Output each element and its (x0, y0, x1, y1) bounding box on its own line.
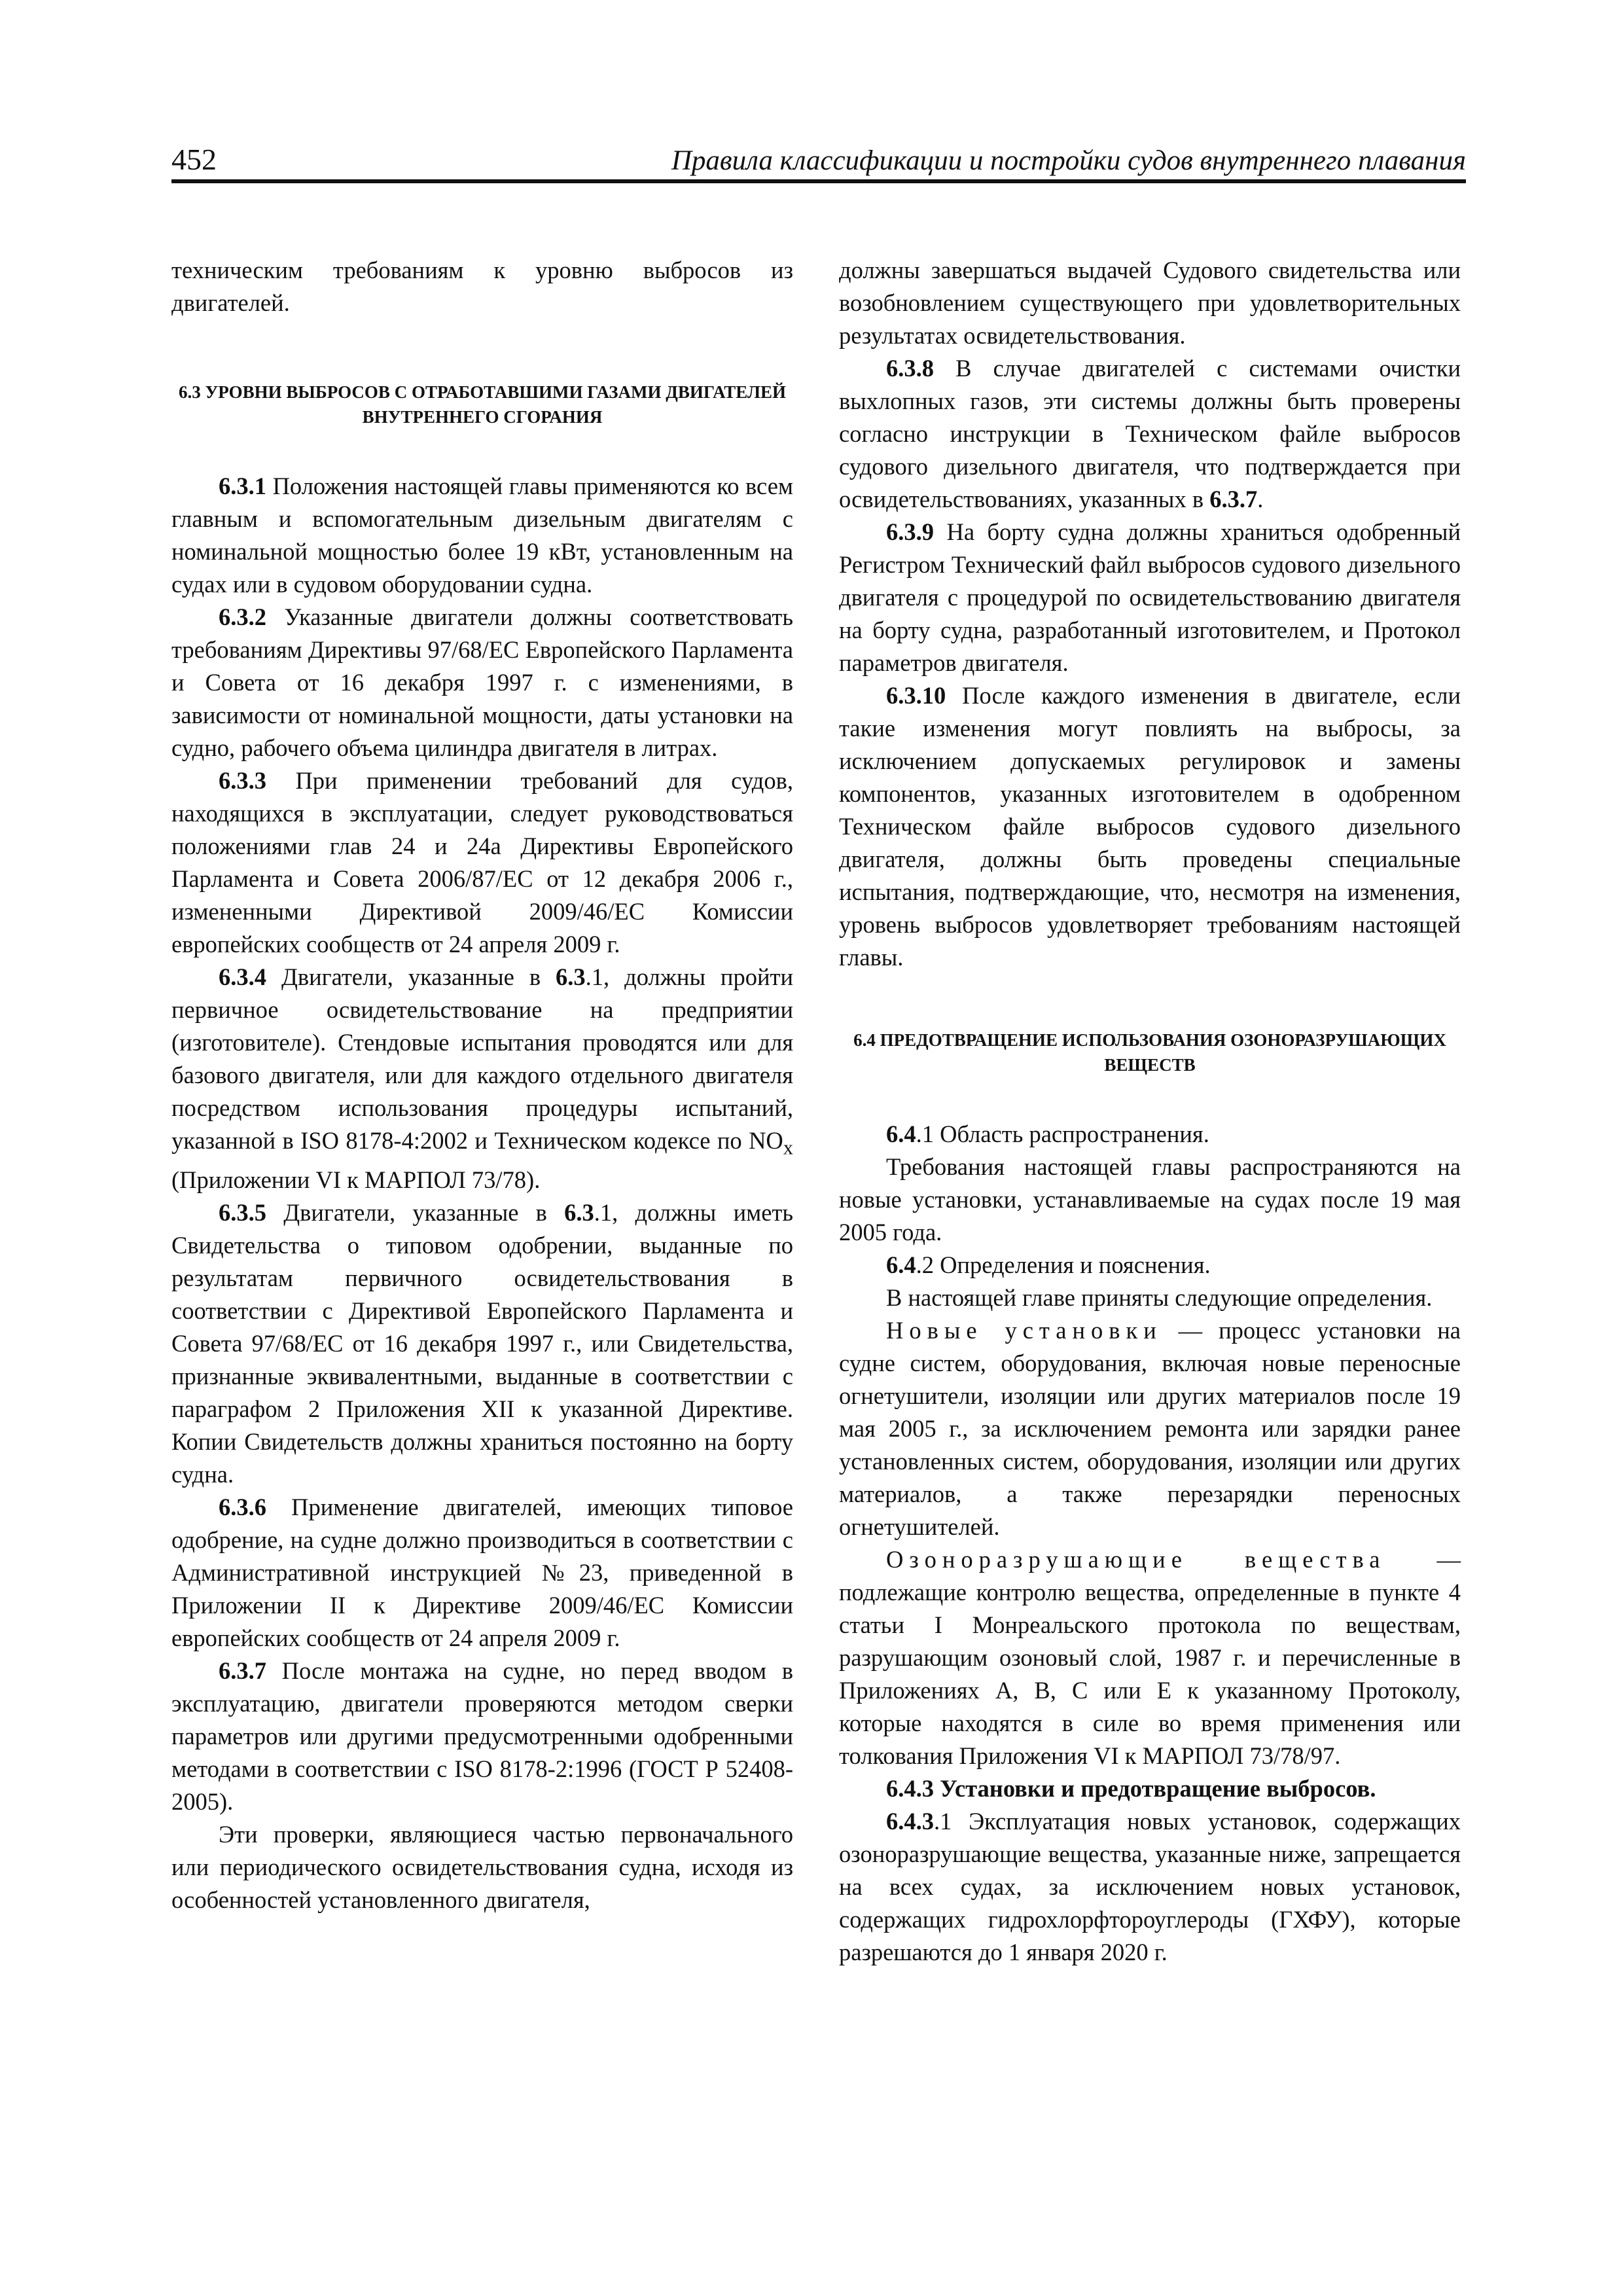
clause-text: В случае двигателей с системами очистки выхлопных газов, эти системы должны быть проверены согласно инструкции в Техническом файле выбросов судового дизельного двигателя, что подтверждается при освидетельствованиях, указанных в (839, 355, 1461, 512)
paragraph-6-4-3-1 (839, 1805, 1461, 1969)
clause-text: На борту судна должны храниться одобренный Регистром Технический файл выбросов судового дизельного двигателя с процедурой по освидетельствованию двигателя на борту судна, разработанный изготовителем, и Протокол параметров двигателя. (839, 518, 1461, 676)
clause-number: 6.3.7 (219, 1657, 266, 1685)
paragraph-6-3-7-checks: Эти проверки, являющиеся частью первоначального или периодического освидетельствования судна, исходя из особенностей установленного двигателя, (171, 1821, 793, 1914)
paragraph-continued: должны завершаться выдачей Судового свидетельства или возобновлением существующего при удовлетворительных результатах освидетельствования. (839, 257, 1461, 349)
clause-number: 6.3.8 (886, 355, 934, 382)
clause-number: 6.3.5 (219, 1199, 266, 1227)
clause-text: Применение двигателей, имеющих типовое одобрение, на судне должно производиться в соответствии с Административной инструкцией №23, приведенной в Приложении II к Директиве 2009/46/ЕС Комиссии европейских сообществ от 24 апреля 2009 г. (171, 1494, 793, 1652)
clause-text: (Приложении VI к МАРПОЛ 73/78). (171, 1166, 541, 1194)
paragraph-6-3-8 (839, 352, 1461, 516)
paragraph-6-3-3 (171, 764, 793, 961)
paragraph-6-3-2 (171, 601, 793, 764)
section-heading-6-4: 6.4 ПРЕДОТВРАЩЕНИЕ ИСПОЛЬЗОВАНИЯ ОЗОНОРАЗРУШАЮЩИХ ВЕЩЕСТВ (853, 1030, 1446, 1075)
paragraph-6-3-6 (171, 1491, 793, 1655)
clause-text: .1, должны иметь Свидетельства о типовом одобрении, выданные по результатам первичного освидетельствования в соответствии с Директивой Европейского Парламента и Совета 97/68/ЕС от 16 декабря 1997 г., или Свидетельства, признанные эквивалентными, выданные в соответствии с параграфом 2 Приложения XII к указанной Директиве. Копии Свидетельств должны храниться постоянно на борту судна. (171, 1199, 793, 1488)
clause-text: После каждого изменения в двигателе, если такие изменения могут повлиять на выбросы, за исключением допускаемых регулировок и замены компонентов, указанных изготовителем в одобренном Техническом файле выбросов судового дизельного двигателя, должны быть проведены специальные испытания, подтверждающие, что, несмотря на изменения, уровень выбросов удовлетворяет требованиям настоящей главы. (839, 682, 1461, 971)
paragraph-6-4-2-body: В настоящей главе приняты следующие определения. (886, 1284, 1433, 1311)
paragraph-6-4-1-body: Требования настоящей главы распространяются на новые установки, устанавливаемые на судах после 19 мая 2005 года. (839, 1153, 1461, 1246)
right-column (839, 254, 1461, 1969)
paragraph-6-3-5 (171, 1196, 793, 1491)
subscript-x: x (783, 1136, 793, 1159)
paragraph-6-3-9 (839, 516, 1461, 679)
definition-new-installations (839, 1314, 1461, 1543)
clause-number: 6.3.9 (886, 518, 934, 545)
left-column (171, 254, 793, 1916)
clause-number: 6.4.3 (886, 1808, 934, 1835)
clause-text: После монтажа на судне, но перед вводом в эксплуатацию, двигатели проверяются методом сверки параметров или другими предусмотренными одобренными методами в соответствии с ISO 8178-2:1996 (ГОСТ Р 52408-2005). (171, 1657, 793, 1816)
clause-text: Положения настоящей главы применяются ко всем главным и вспомогательным дизельным двигателям с номинальной мощностью более 19 кВт, установленным на судах или в судовом оборудовании судна. (171, 473, 793, 598)
clause-number: 6.4 (886, 1121, 916, 1147)
clause-text: Указанные двигатели должны соответствовать требованиям Директивы 97/68/ЕС Европейского Парламента и Совета от 16 декабря 1997 г. с изменениями, в зависимости от номинальной мощности, даты установки на судно, рабочего объема цилиндра двигателя в литрах. (171, 603, 793, 761)
paragraph-6-4-3 (839, 1772, 1461, 1805)
clause-number: 6.4 (886, 1251, 916, 1278)
running-title: Правила классификации и постройки судов внутреннего плавания (671, 145, 1466, 176)
paragraph-continued: техническим требованиям к уровню выбросов из двигателей. (171, 257, 793, 316)
definition-text: — процесс установки на судне систем, оборудования, включая новые переносные огнетушители, изоляции или других материалов после 19 мая 2005 г., за исключением ремонта или зарядки ранее установленных систем, оборудования, изоляции или других материалов, а также перезарядки переносных огнетушителей. (839, 1317, 1461, 1540)
clause-text: .1, должны пройти первичное освидетельствование на предприятии (изготовителе). Стендовые испытания проводятся или для базового двигателя, или для каждого отдельного двигателя посредством использования процедуры испытаний, указанной в ISO 8178-4:2002 и Техническом кодексе по NO (171, 963, 793, 1154)
section-heading-6-3: 6.3 УРОВНИ ВЫБРОСОВ С ОТРАБОТАВШИМИ ГАЗАМИ ДВИГАТЕЛЕЙ ВНУТРЕННЕГО СГОРАНИЯ (178, 382, 787, 427)
clause-text: . (1257, 486, 1264, 512)
clause-text: Двигатели, указанные в (266, 963, 556, 990)
clause-text: .1 Область распространения. (916, 1121, 1209, 1147)
paragraph-6-3-7 (171, 1655, 793, 1818)
page-header (171, 143, 1466, 183)
clause-number: 6.3.6 (219, 1494, 266, 1521)
paragraph-6-4-2 (839, 1249, 1461, 1282)
page-number: 452 (171, 143, 217, 176)
clause-text: .1 Эксплуатация новых установок, содержащих озоноразрушающие вещества, указанные ниже, запрещается на всех судах, за исключением новых установок, содержащих гидрохлорфтороуглероды (ГХФУ), которые разрешаются до 1 января 2020 г. (839, 1808, 1461, 1965)
definition-ozone-depleting-substances (839, 1543, 1461, 1772)
paragraph-6-3-4 (171, 961, 793, 1196)
clause-text: Двигатели, указанные в (266, 1199, 565, 1227)
clause-number: 6.3.4 (219, 963, 266, 990)
clause-reference: 6.3 (556, 963, 586, 990)
paragraph-6-3-1 (171, 470, 793, 601)
paragraph-6-3-10 (839, 679, 1461, 974)
clause-number: 6.3.3 (219, 767, 266, 794)
definition-text: — подлежащие контролю вещества, определенные в пункте 4 статьи I Монреальского протокола по веществам, разрушающим озоновый слой, 1987 г. и перечисленные в Приложениях А, В, С или Е к указанному Протоколу, которые находятся в силе во время применения или толкования Приложения VI к МАРПОЛ 73/78/97. (839, 1546, 1461, 1769)
clause-text: При применении требований для судов, находящихся в эксплуатации, следует руководствоваться положениями глав 24 и 24а Директивы Европейского Парламента и Совета 2006/87/ЕС от 12 декабря 2006 г., измененными Директивой 2009/46/ЕС Комиссии европейских сообществ от 24 апреля 2009 г. (171, 767, 793, 958)
clause-reference: 6.3 (564, 1199, 594, 1227)
definition-term: Новые установки (886, 1317, 1162, 1344)
clause-number: 6.3.1 (219, 473, 266, 499)
clause-text: .2 Определения и пояснения. (916, 1251, 1211, 1278)
clause-reference: 6.3.7 (1209, 486, 1258, 512)
paragraph-6-4-1 (839, 1118, 1461, 1151)
clause-number: 6.3.10 (886, 682, 946, 709)
clause-heading: 6.4.3 Установки и предотвращение выбросов. (886, 1775, 1376, 1802)
clause-number: 6.3.2 (219, 603, 266, 630)
definition-term: Озоноразрушающие вещества (886, 1546, 1386, 1573)
